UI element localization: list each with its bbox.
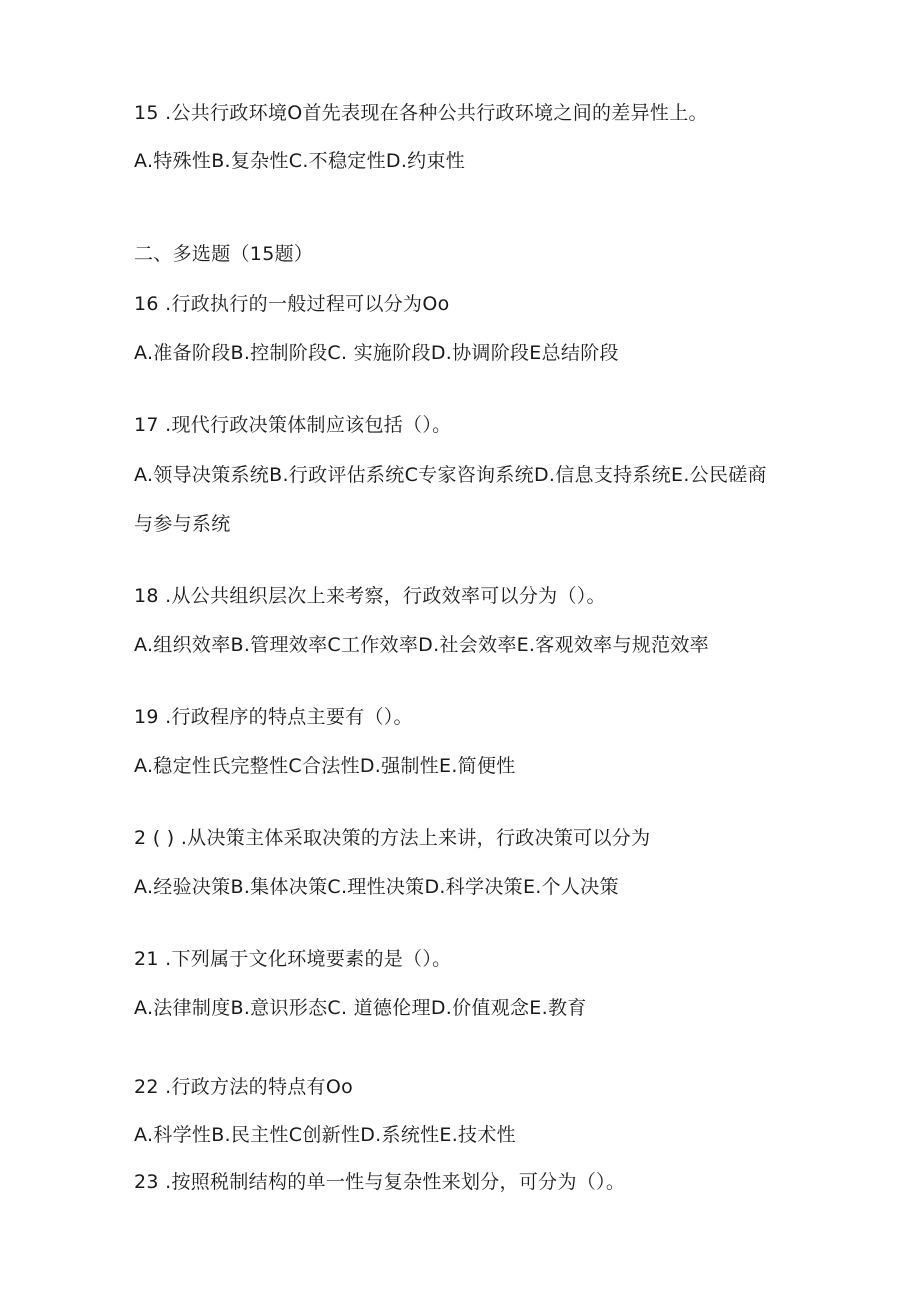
question-21-options: A.法律制度B.意识形态C. 道德伦理D.价值观念E.教育	[134, 997, 587, 1019]
question-18: 18 .从公共组织层次上来考察，行政效率可以分为（）。	[134, 585, 606, 607]
question-15: 15 .公共行政环境O首先表现在各种公共行政环境之间的差异性上。	[134, 102, 708, 124]
section-heading: 二、多选题（15题）	[134, 243, 314, 265]
question-17-options-continued: 与参与系统	[134, 513, 231, 535]
question-16-options: A.准备阶段B.控制阶段C. 实施阶段D.协调阶段E总结阶段	[134, 342, 619, 364]
question-16: 16 .行政执行的一般过程可以分为Oo	[134, 293, 450, 315]
question-19: 19 .行政程序的特点主要有（）。	[134, 706, 413, 728]
question-19-options: A.稳定性氏完整性C合法性D.强制性E.简便性	[134, 755, 516, 777]
question-18-options: A.组织效率B.管理效率C工作效率D.社会效率E.客观效率与规范效率	[134, 634, 709, 656]
question-17: 17 .现代行政决策体制应该包括（）。	[134, 414, 452, 436]
question-20: 2 ( ) .从决策主体采取决策的方法上来讲，行政决策可以分为	[134, 827, 651, 849]
question-22-options: A.科学性B.民主性C创新性D.系统性E.技术性	[134, 1124, 516, 1146]
question-22: 22 .行政方法的特点有Oo	[134, 1076, 354, 1098]
question-17-options: A.领导决策系统B.行政评估系统C专家咨询系统D.信息支持系统E.公民磋商	[134, 464, 767, 486]
question-15-options: A.特殊性B.复杂性C.不稳定性D.约束性	[134, 150, 466, 172]
question-21: 21 .下列属于文化环境要素的是（）。	[134, 948, 452, 970]
question-20-options: A.经验决策B.集体决策C.理性决策D.科学决策E.个人决策	[134, 876, 619, 898]
question-23: 23 .按照税制结构的单一性与复杂性来划分，可分为（）。	[134, 1171, 626, 1193]
